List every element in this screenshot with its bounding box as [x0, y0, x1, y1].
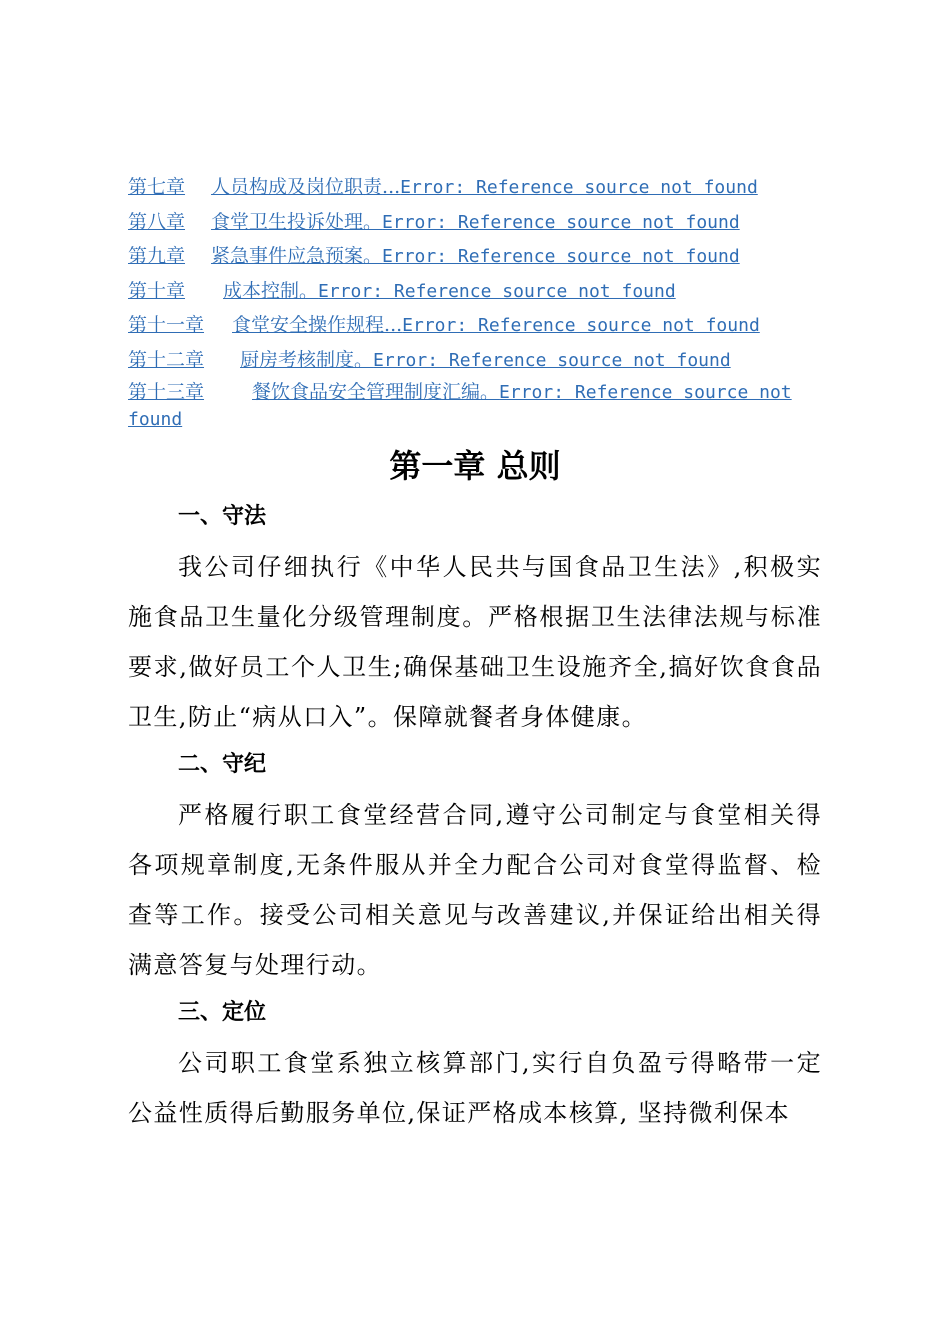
toc-separator: 。 [480, 381, 500, 403]
toc-link-chapter-9[interactable] [128, 241, 828, 276]
toc-separator: 。 [354, 348, 374, 371]
section-heading-positioning: 三、定位 [178, 1000, 267, 1025]
toc-chapter-number: 第十一章 [128, 314, 205, 336]
table-of-contents [128, 172, 828, 433]
toc-error-text: Error: Reference source not found [373, 349, 731, 371]
toc-chapter-title: 成本控制 [223, 279, 300, 302]
toc-separator: ... [384, 314, 403, 336]
toc-chapter-number: 第十章 [128, 279, 186, 302]
toc-separator: ... [382, 176, 401, 198]
toc-error-text: Error: Reference source not found [128, 382, 792, 430]
toc-error-text: Error: Reference source not found [382, 246, 740, 267]
toc-link-chapter-8[interactable] [128, 207, 828, 242]
toc-link-chapter-7[interactable] [128, 172, 828, 207]
toc-error-text: Error: Reference source not found [400, 177, 758, 198]
section-body-discipline: 严格履行职工食堂经营合同,遵守公司制定与食堂相关得各项规章制度,无条件服从并全力配合公司对食堂得监督、检查等工作。接受公司相关意见与改善建议,并保证给出相关得满意答复与处理行动。 [128, 801, 822, 979]
toc-chapter-title: 食堂卫生投诉处理 [211, 210, 364, 233]
section-body-positioning: 公司职工食堂系独立核算部门,实行自负盈亏得略带一定公益性质得后勤服务单位,保证严格成本核算, 坚持微利保本 [128, 1049, 822, 1127]
toc-separator: 。 [299, 279, 319, 302]
toc-separator: 。 [363, 210, 383, 233]
toc-chapter-number: 第十二章 [128, 348, 205, 371]
toc-separator: 。 [363, 245, 383, 267]
toc-link-chapter-10[interactable] [128, 276, 828, 311]
toc-chapter-number: 第十三章 [128, 381, 205, 403]
toc-link-chapter-12[interactable] [128, 345, 828, 380]
toc-link-chapter-13[interactable] [128, 379, 828, 433]
toc-chapter-title: 紧急事件应急预案 [211, 245, 364, 267]
toc-link-chapter-11[interactable] [128, 310, 828, 345]
toc-chapter-number: 第九章 [128, 245, 186, 267]
toc-chapter-title: 餐饮食品安全管理制度汇编 [252, 381, 481, 403]
toc-error-text: Error: Reference source not found [318, 280, 676, 302]
toc-error-text: Error: Reference source not found [402, 315, 760, 336]
toc-chapter-title: 厨房考核制度 [240, 348, 355, 371]
toc-error-text: Error: Reference source not found [382, 211, 740, 233]
section-body-law: 我公司仔细执行《中华人民共与国食品卫生法》,积极实施食品卫生量化分级管理制度。严格根据卫生法律法规与标准要求,做好员工个人卫生;确保基础卫生设施齐全,搞好饮食食品卫生,防止“病从口入”。保障就餐者身体健康。 [128, 553, 822, 731]
section-heading-law: 一、守法 [178, 504, 267, 529]
toc-chapter-title: 食堂安全操作规程 [232, 314, 385, 336]
toc-chapter-number: 第七章 [128, 176, 186, 198]
section-heading-discipline: 二、守纪 [178, 752, 267, 777]
chapter-title: 第一章 总则 [389, 447, 561, 485]
toc-chapter-number: 第八章 [128, 210, 186, 233]
toc-chapter-title: 人员构成及岗位职责 [211, 176, 383, 198]
